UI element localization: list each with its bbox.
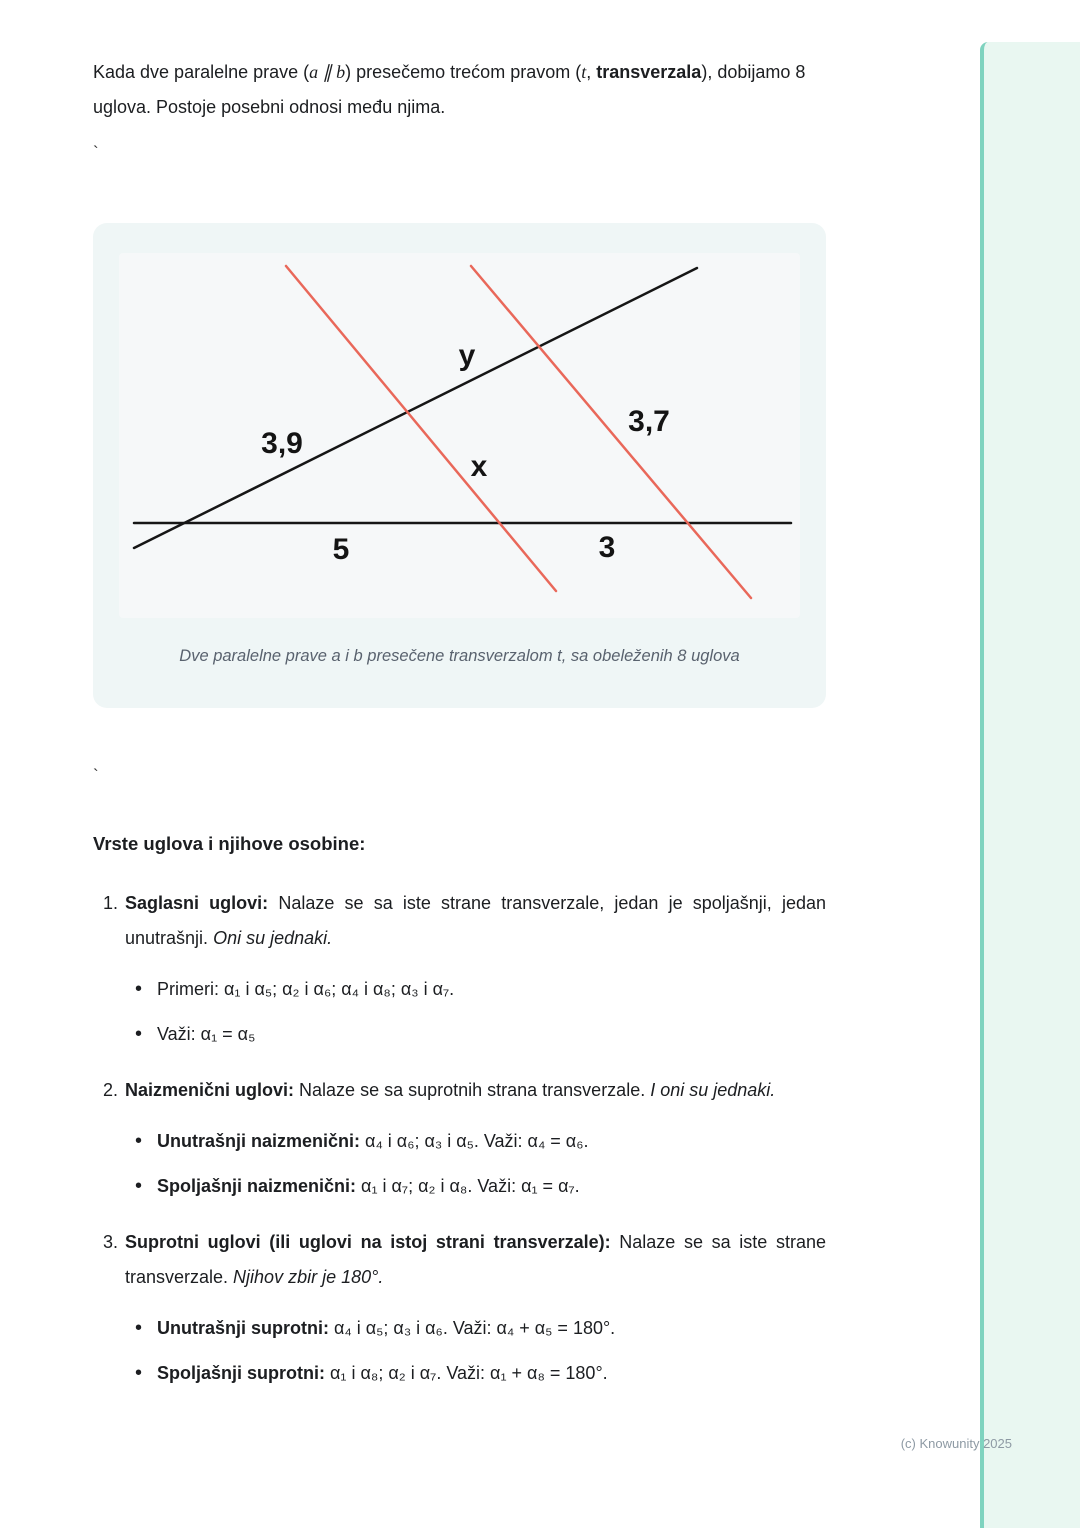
sub-bullets (93, 1124, 826, 1203)
intro-text-2: ) presečemo trećom pravom ( (345, 62, 582, 82)
bullet-body: α₄ i α₆; α₃ i α₅. Važi: α₄ = α₆. (360, 1131, 589, 1151)
list-number: 2. (103, 1080, 119, 1100)
bullet-text (157, 1356, 826, 1390)
bullet-body: α₁ i α₇; α₂ i α₈. Važi: α₁ = α₇. (356, 1176, 580, 1196)
angle-types-list (93, 886, 826, 1390)
bullet-text (157, 1017, 826, 1051)
bullet-marker-icon (135, 972, 157, 1006)
stray-backtick-2: ` (93, 766, 99, 785)
list-item-text (125, 886, 826, 956)
diagram-label-3-7: 3,7 (628, 405, 670, 438)
figure-caption: Dve paralelne prave a i b presečene transverzalom t, sa obeleženih 8 uglova (179, 647, 740, 665)
parallel-lines-diagram (119, 253, 800, 618)
bullet-marker-icon (135, 1311, 157, 1345)
bullet-text (157, 972, 826, 1006)
term-description: Nalaze se sa suprotnih strana transverzale. (294, 1080, 651, 1100)
list-item-suprotni (93, 1225, 826, 1390)
bullet-marker-icon (135, 1356, 157, 1390)
bullet-body: α₁ i α₈; α₂ i α₇. Važi: α₁ + α₈ = 180°. (325, 1363, 608, 1383)
term-description: Nalaze se sa iste strane transverzale, jedan je spoljašnji, jedan unutrašnji. (125, 893, 826, 948)
diagram-label-x: x (470, 450, 488, 483)
diagram-label-3: 3 (598, 531, 616, 564)
list-item-naizmenicni (93, 1073, 826, 1203)
transversal-line (134, 268, 697, 548)
bullet-item (93, 1356, 826, 1390)
term-description: Nalaze se sa iste strane transverzale. (125, 1232, 826, 1287)
page-edge-decoration (980, 42, 1080, 1528)
bullet-bold: Spoljašnji suprotni: (157, 1363, 326, 1383)
document-content (93, 0, 826, 1390)
term-italic-note: Oni su jednaki. (213, 928, 333, 948)
diagram-label-3-9: 3,9 (261, 427, 303, 460)
copyright-notice: (c) Knowunity 2025 (900, 1436, 1012, 1451)
math-transversal-symbol: t (581, 62, 587, 82)
intro-text-4: ), dobijamo 8 uglova. Postoje posebni odnosi među njima. (93, 62, 806, 117)
bullet-marker-icon (135, 1124, 157, 1158)
term-bold: Suprotni uglovi (ili uglovi na istoj strani transverzale): (125, 1232, 611, 1252)
list-number: 3. (103, 1232, 119, 1252)
list-number: 1. (103, 893, 119, 913)
sub-bullets (93, 1311, 826, 1390)
term-bold: Saglasni uglovi: (125, 893, 269, 913)
list-item-text (125, 1073, 826, 1108)
bullet-bold: Unutrašnji naizmenični: (157, 1131, 361, 1151)
term-italic-note: Njihov zbir je 180°. (233, 1267, 384, 1287)
bullet-text (157, 1124, 826, 1158)
diagram-label-y: y (458, 339, 476, 372)
bullet-item (93, 1311, 826, 1345)
term-bold: Naizmenični uglovi: (125, 1080, 295, 1100)
bullet-bold: Spoljašnji naizmenični: (157, 1176, 357, 1196)
stray-backtick-1: ` (93, 143, 99, 162)
section-heading: Vrste uglova i njihove osobine: (93, 833, 366, 854)
math-parallel-notation: a ∥ b (309, 62, 346, 82)
diagram-label-5: 5 (332, 533, 350, 566)
diagram-svg (119, 253, 800, 618)
list-item-text (125, 1225, 826, 1295)
bullet-marker-icon (135, 1017, 157, 1051)
bullet-bold: Unutrašnji suprotni: (157, 1318, 329, 1338)
bullet-marker-icon (135, 1169, 157, 1203)
bullet-item (93, 1169, 826, 1203)
intro-bold-transverzala: transverzala (596, 62, 702, 82)
intro-paragraph (93, 55, 826, 125)
bullet-body: α₄ i α₅; α₃ i α₆. Važi: α₄ + α₅ = 180°. (329, 1318, 616, 1338)
figure-card (93, 223, 826, 708)
bullet-body: Primeri: α₁ i α₅; α₂ i α₆; α₄ i α₈; α₃ i α₇. (157, 979, 455, 999)
term-italic-note: I oni su jednaki. (650, 1080, 776, 1100)
intro-text-3: , (586, 62, 597, 82)
parallel-line-a (286, 266, 556, 591)
list-item-saglasni (93, 886, 826, 1051)
bullet-item (93, 972, 826, 1006)
sub-bullets (93, 972, 826, 1051)
bullet-item (93, 1017, 826, 1051)
bullet-text (157, 1311, 826, 1345)
intro-text-1: Kada dve paralelne prave ( (93, 62, 310, 82)
bullet-body: Važi: α₁ = α₅ (157, 1024, 256, 1044)
bullet-item (93, 1124, 826, 1158)
bullet-text (157, 1169, 826, 1203)
